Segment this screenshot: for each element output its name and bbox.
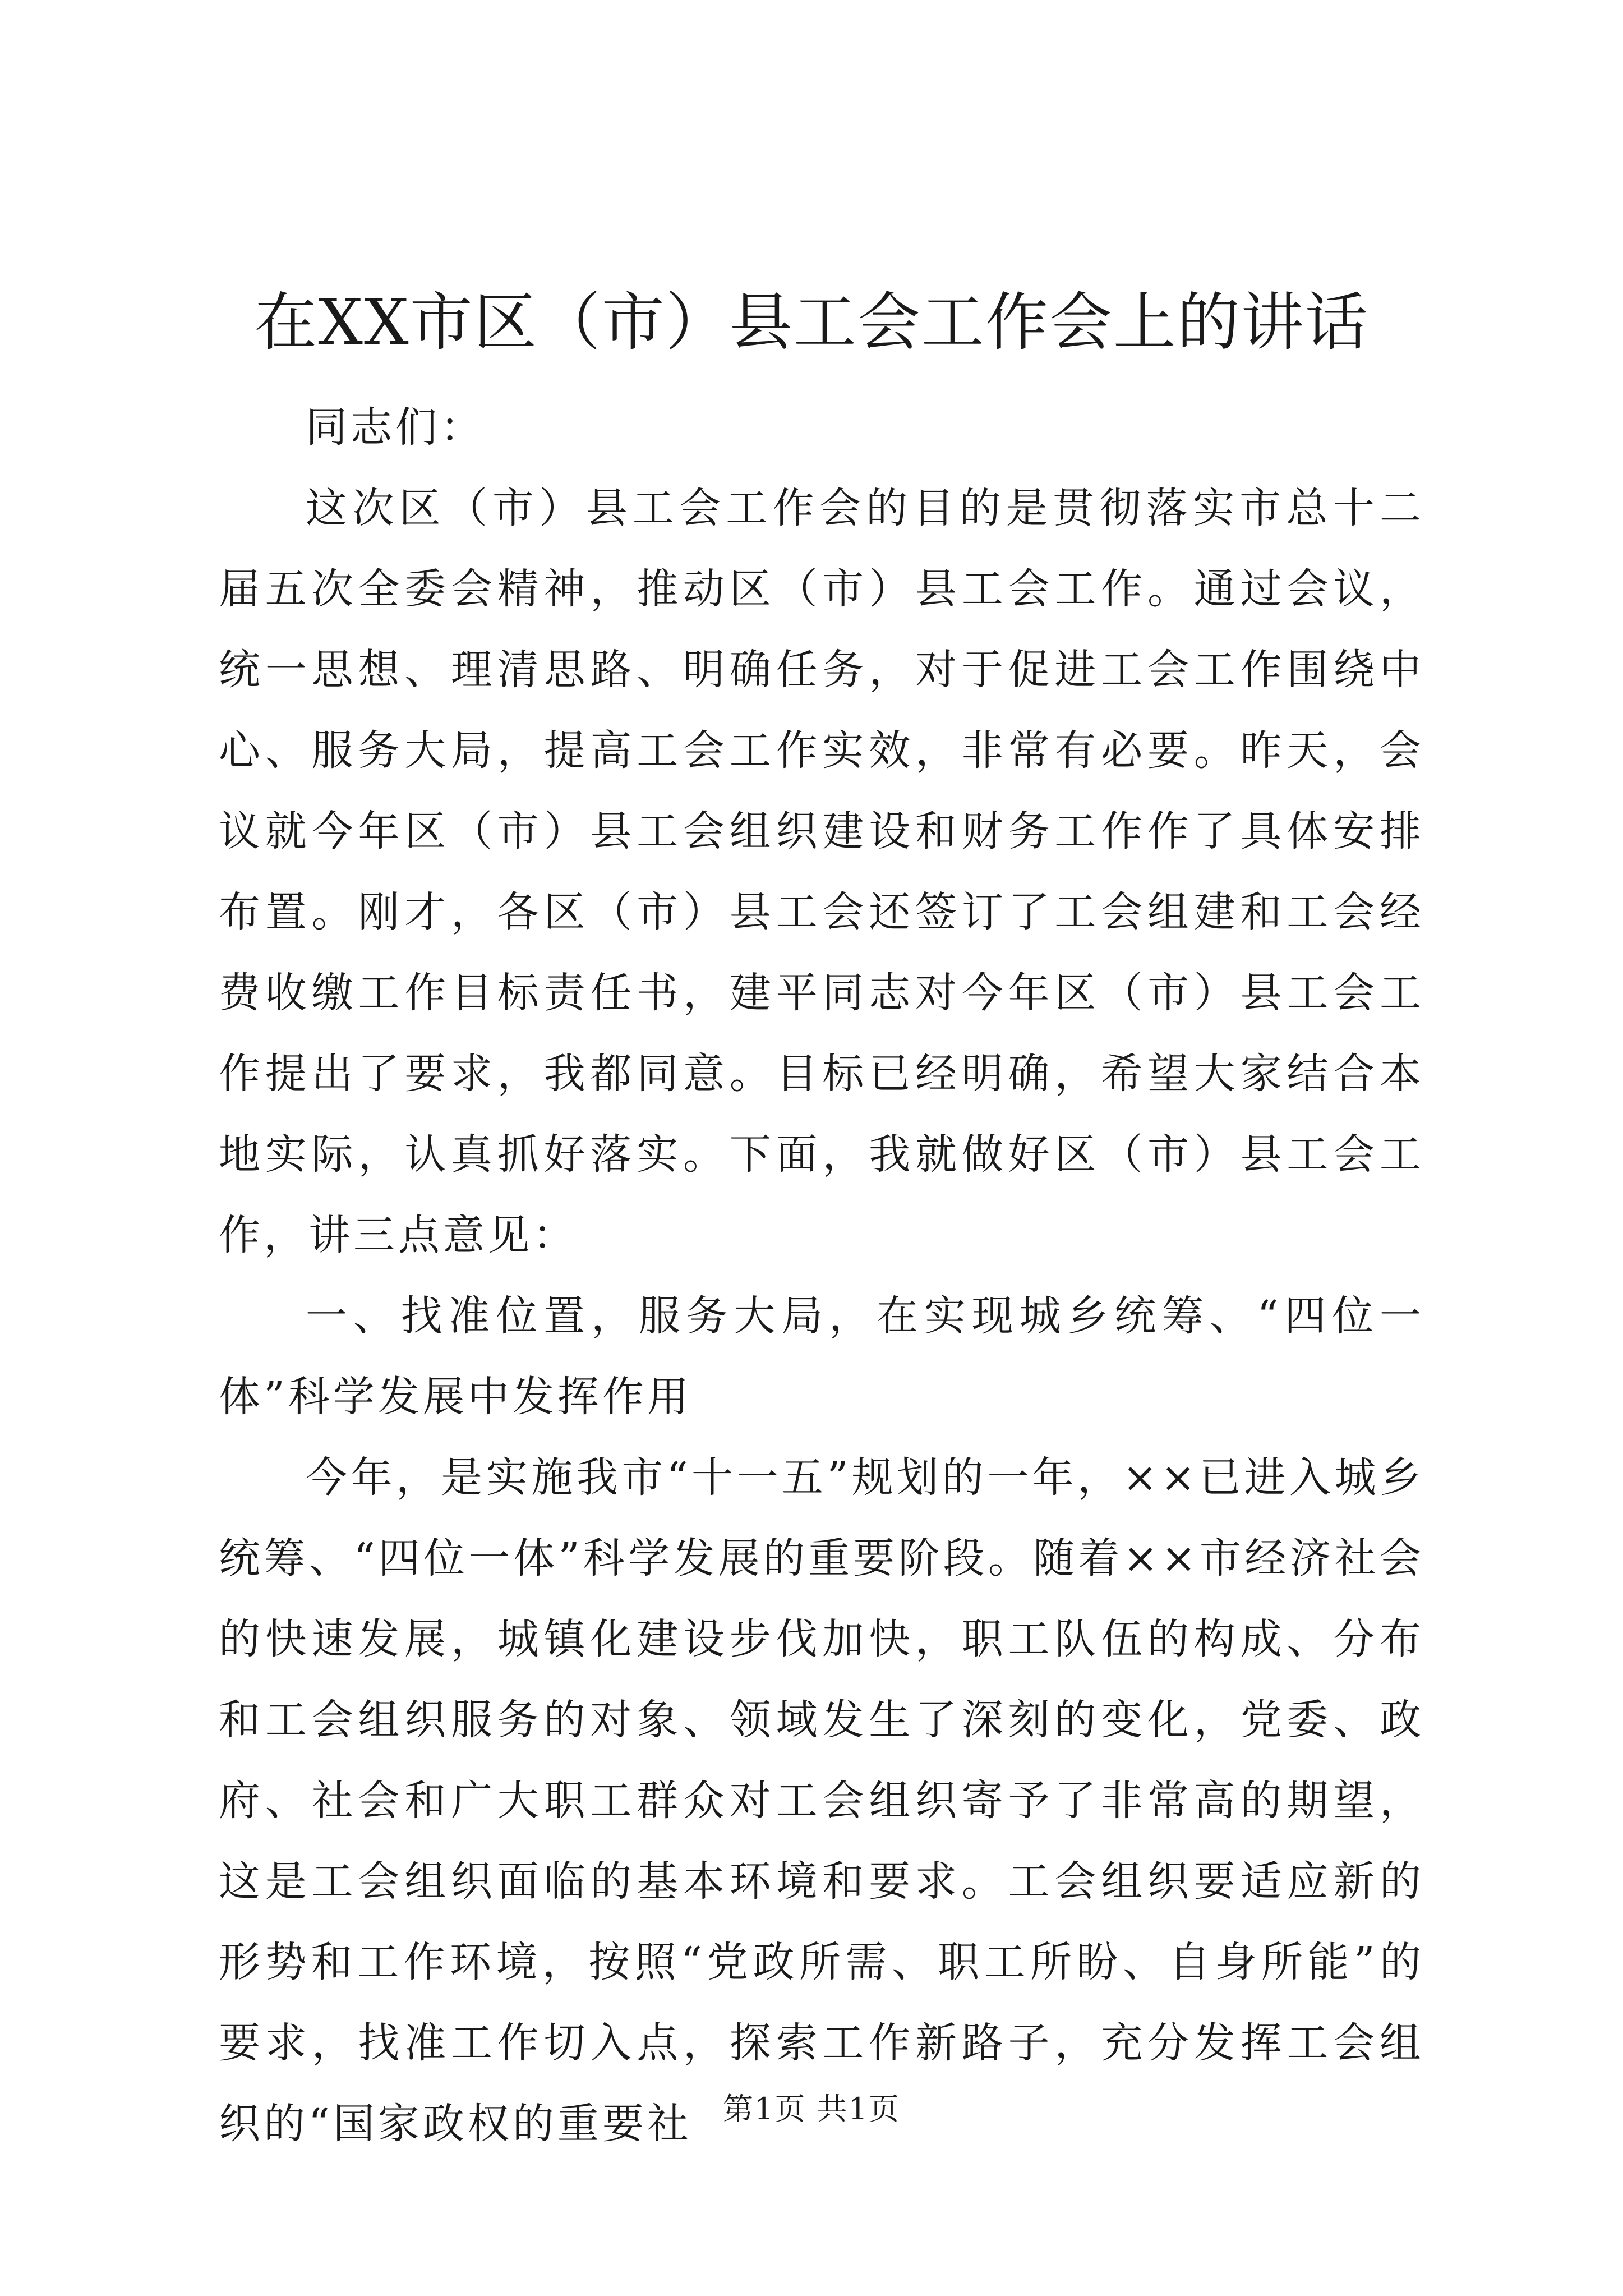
document-title: 在XX市区（市）县工会工作会上的讲话 (254, 286, 1369, 359)
paragraph-section-1: 今年，是实施我市“十一五”规划的一年，××已进入城乡统筹、“四位一体”科学发展的重要阶段。随着××市经济社会的快速发展，城镇化建设步伐加快，职工队伍的构成、分布和工会组织服务的对象、领域发生了深刻的变化，党委、政府、社会和广大职工群众对工会组织寄予了非常高的期望，这是工会组织面临的基本环境和要求。工会组织要适应新的形势和工作环境，按照“党政所需、职工所盼、自身所能”的要求，找准工作切入点，探索工作新路子，充分发挥工会组织的“国家政权的重要社 (219, 1453, 1424, 2148)
document-body (219, 387, 1424, 2164)
paragraph-intro: 这次区（市）县工会工作会的目的是贯彻落实市总十二届五次全委会精神，推动区（市）县工会工作。通过会议，统一思想、理清思路、明确任务，对于促进工会工作围绕中心、服务大局，提高工会工作实效，非常有必要。昨天，会议就今年区（市）县工会组织建设和财务工作作了具体安排布置。刚才，各区（市）县工会还签订了工会组建和工会经费收缴工作目标责任书，建平同志对今年区（市）县工会工作提出了要求，我都同意。目标已经明确，希望大家结合本地实际，认真抓好落实。下面，我就做好区（市）县工会工作，讲三点意见： (219, 484, 1424, 1259)
salutation: 同志们： (306, 403, 485, 452)
page-footer: 第1页 共1页 (723, 2091, 900, 2127)
section-heading-1: 一、找准位置，服务大局，在实现城乡统筹、“四位一体”科学发展中发挥作用 (219, 1292, 1424, 1421)
